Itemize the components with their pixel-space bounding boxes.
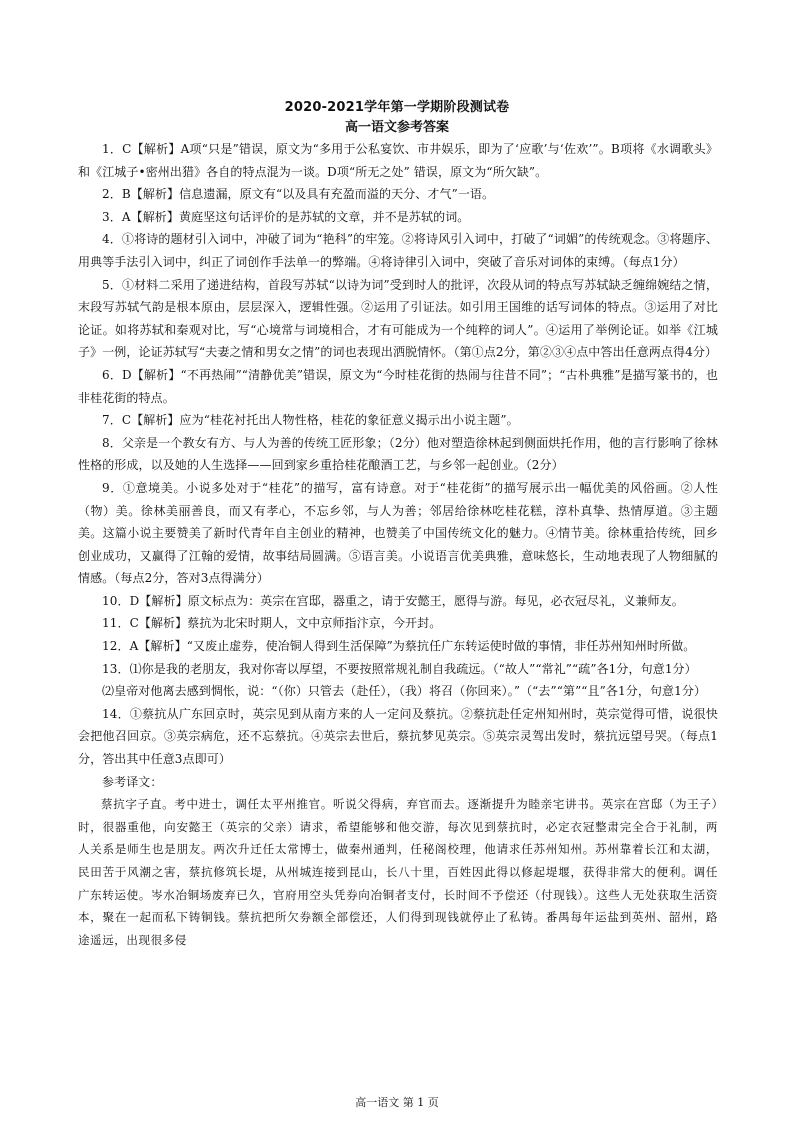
page-footer: 高一语文 第 1 页 <box>355 1096 439 1109</box>
answer-2: 2．B【解析】信息遗漏，原文有“以及具有充盈而溢的天分、才气”一语。 <box>102 187 495 202</box>
answer-content <box>78 138 718 951</box>
answer-4: 4．①将诗的题材引入词中，冲破了词为“艳科”的牢笼。②将诗风引入词中，打破了“词媚”的传统观念。③将题序、用典等手法引入词中，纠正了词创作手法单一的弊端。④将诗律引入词中，突破了音乐对词体的束缚。（每点1分） <box>78 232 718 269</box>
answer-9: 9．①意境美。小说多处对于“桂花”的描写，富有诗意。对于“桂花街”的描写展示出一幅优美的风俗画。②人性（物）美。徐林美丽善良，而又有孝心，不忘乡邻，与人为善；邻居给徐林吃桂花糕，淳朴真挚、热情厚道。③主题美。这篇小说主要赞美了新时代青年自主创业的精神，也赞美了中国传统文化的魅力。④情节美。徐林重拾传统，回乡创业成功，又赢得了江翰的爱情，故事结局圆满。⑤语言美。小说语言优美典雅，意味悠长，生动地表现了人物细腻的情感。（每点2分，答对3点得满分） <box>78 480 718 586</box>
answer-13-part-1: 13．⑴你是我的老朋友，我对你寄以厚望，不要按照常规礼制自我疏远。（“故人”“常礼”“疏”各1分，句意1分） <box>102 661 697 676</box>
answer-10: 10．D【解析】原文标点为：英宗在宫邸，器重之，请于安懿王，愿得与游。每见，必衣冠尽礼，义兼师友。 <box>102 593 684 608</box>
exam-title: 2020-2021学年第一学期阶段测试卷 <box>284 100 510 115</box>
answer-14: 14．①蔡抗从广东回京时，英宗见到从南方来的人一定问及蔡抗。②蔡抗赴任定州知州时，英宗觉得可惜，说很快会把他召回京。③英宗病危，还不忘蔡抗。④英宗去世后，蔡抗梦见英宗。⑤英宗灵驾出发时，蔡抗远望号哭。（每点1分，答出其中任意3点即可） <box>78 706 718 767</box>
answer-6: 6．D【解析】“不再热闹”“清静优美”错误，原文为“今时桂花街的热闹与往昔不同”；“古朴典雅”是描写篆书的，也非桂花街的特点。 <box>78 367 718 405</box>
reference-translation-text: 蔡抗字子直。考中进士，调任太平州推官。听说父得病，弃官而去。逐渐提升为睦亲宅讲书。英宗在宫邸（为王子）时，很器重他，向安懿王（英宗的父亲）请求，希望能够和他交游，每次见到蔡抗时，必定衣冠整肃完全合于礼制，两人关系是师生也是朋友。两次升迁任太常博士，做秦州通判，任秘阁校理，他请求任苏州知州。苏州靠着长江和太湖，民田苦于风潮之害，蔡抗修筑长堤，从州城连接到昆山，长八十里，百姓因此得以修起堤堰，获得非常大的便利。调任广东转运使。岑水冶铜场废弃已久，官府用空头凭券向冶铜者支付，长时间不予偿还（付现钱）。这些人无处获取生活资本，聚在一起而私下铸铜钱。蔡抗把所欠券额全部偿还，人们得到现钱就停止了私铸。番禺每年运盐到英州、韶州，路途遥远，出现很多侵 <box>78 797 718 947</box>
answer-13-part-2: ⑵皇帝对他离去感到惆怅，说：“（你）只管去（赴任），（我）将召（你回来）。”（“去”“第”“且”各1分，句意1分） <box>102 684 707 699</box>
answer-key-subtitle: 高一语文参考答案 <box>344 120 449 135</box>
reference-translation-label: 参考译文： <box>102 774 163 789</box>
answer-7: 7．C【解析】应为“桂花衬托出人物性格，桂花的象征意义揭示出小说主题”。 <box>102 413 519 428</box>
answer-1: 1．C【解析】A项“只是”错误，原文为“多用于公私宴饮、市井娱乐，即为了‘应歌’与‘佐欢’”。B项将《水调歌头》和《江城子•密州出猎》各自的特点混为一谈。D项“所无之处” 错误，原文为“所欠缺”。 <box>78 142 718 179</box>
title-block <box>0 98 794 138</box>
answer-12: 12．A【解析】“又废止虚券，使冶铜人得到生活保障”为蔡抗任广东转运使时做的事情，非任苏州知州时所做。 <box>102 639 696 654</box>
answer-5: 5．①材料二采用了递进结构，首段写苏轼“以诗为词”受到时人的批评，次段从词的特点写苏轼缺乏缠绵婉结之情，末段写苏轼气韵是根本原由，层层深入，逻辑性强。②运用了引证法。如引用王国维的话写词体的特点。③运用了对比论证。如将苏轼和秦观对比，写“心境常与词境相合，才有可能成为一个纯粹的词人”。④运用了举例论证。如举《江城子》一例，论证苏轼写“夫妻之情和男女之情”的词也表现出洒脱情怀。（第①点2分，第②③④点中答出任意两点得4分） <box>78 277 718 360</box>
answer-3: 3．A【解析】黄庭坚这句话评价的是苏轼的文章，并不是苏轼的词。 <box>102 209 470 224</box>
answer-8: 8．父亲是一个教女有方、与人为善的传统工匠形象；（2分）他对塑造徐林起到侧面烘托作用，他的言行影响了徐林性格的形成，以及她的人生选择——回到家乡重拾桂花酿酒工艺，与乡邻一起创业。（2分） <box>78 435 718 473</box>
answer-11: 11．C【解析】蔡抗为北宋时期人，文中京师指汴京，今开封。 <box>102 616 442 631</box>
